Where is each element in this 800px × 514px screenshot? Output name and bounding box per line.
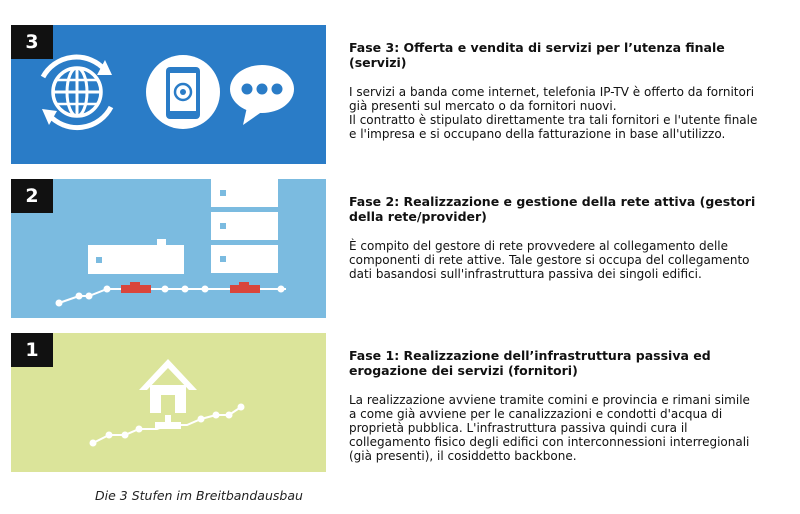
phase-1-panel (11, 333, 326, 472)
phase-3-panel (11, 25, 326, 164)
server-icon (211, 179, 278, 273)
phase-1-number-badge: 1 (11, 333, 53, 367)
phase-3-illustration (11, 25, 326, 164)
phase-2-text (349, 194, 759, 281)
phase-3-paragraph: Il contratto è stipulato direttamente tra tali fornitori e l'utente finale e l'impresa e si occupano della fatturazione in base all'utilizzo. (349, 113, 758, 141)
phase-1-paragraph: La realizzazione avviene tramite comini e provincia e rimani simile a come già avviene per le canalizzazioni e condotti d'acqua di proprietà pubblica. L'infrastruttura passiva quindi cura il collegamento fisico degli edifici con interconnessioni interregionali (già presenti), il cosiddetto backbone. (349, 393, 750, 463)
phase-2-title: Fase 2: Realizzazione e gestione della rete attiva (gestori della rete/provider) (349, 194, 756, 224)
phase-1-text (349, 348, 759, 463)
phase-1-description (349, 393, 759, 463)
phase-3-paragraph: I servizi a banda come internet, telefonia IP-TV è offerto da fornitori già presenti sul mercato o da fornitori nuovi. (349, 85, 755, 113)
phase-2-description (349, 239, 759, 281)
smartphone-icon (146, 55, 220, 129)
globe-icon (42, 57, 112, 128)
phase-3-text (349, 40, 759, 141)
phase-1-illustration (11, 333, 326, 472)
phase-3-description (349, 85, 759, 141)
phase-1-title: Fase 1: Realizzazione dell’infrastruttura passiva ed erogazione dei servizi (fornitori) (349, 348, 711, 378)
figure-caption: Die 3 Stufen im Breitbandausbau (95, 488, 303, 503)
phase-2-paragraph: È compito del gestore di rete provvedere al collegamento delle componenti di rete attive. Tale gestore si occupa del collegamento dati basandosi sull'infrastruttura passiva dei singoli edifici. (349, 239, 750, 281)
phase-3-title: Fase 3: Offerta e vendita di servizi per l’utenza finale (servizi) (349, 40, 725, 70)
phase-2-panel (11, 179, 326, 318)
phase-2-number-badge: 2 (11, 179, 53, 213)
phase-3-number-badge: 3 (11, 25, 53, 59)
phase-2-illustration (11, 179, 326, 318)
